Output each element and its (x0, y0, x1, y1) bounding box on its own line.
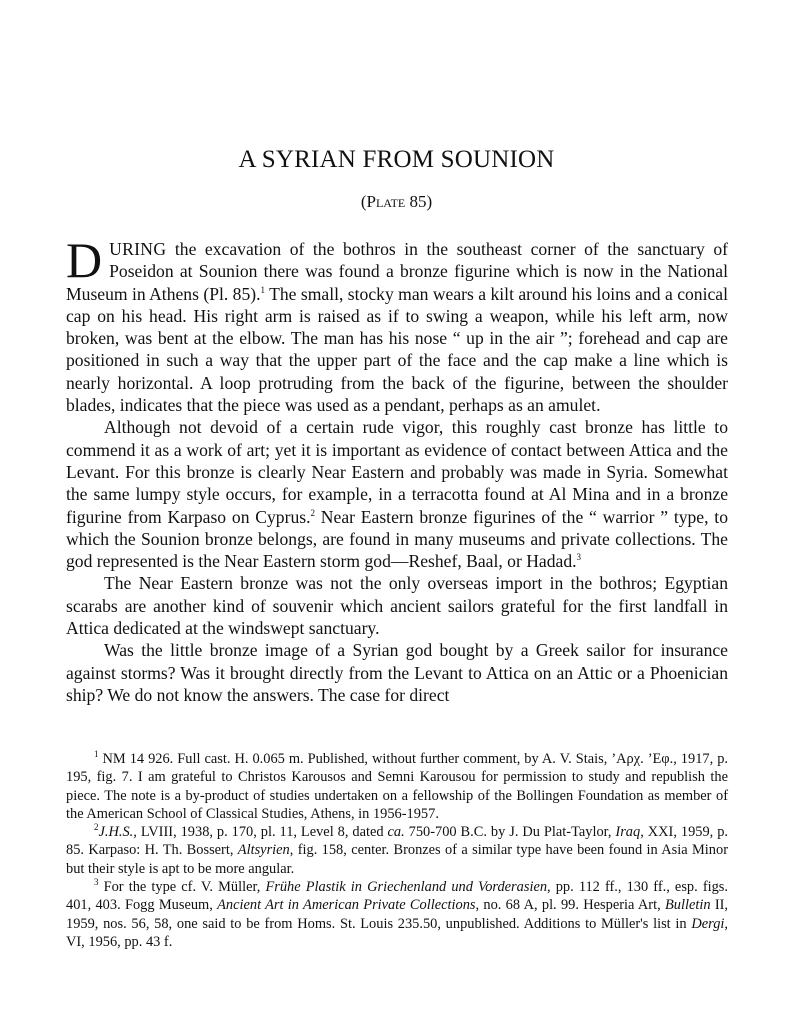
footnote-2-journal-iraq: Iraq (615, 824, 641, 841)
footnote-3-journal-bulletin: Bulletin (664, 897, 711, 914)
footnote-ref-1[interactable]: 1 (260, 284, 266, 295)
drop-cap: D (66, 232, 103, 288)
plate-reference (0, 192, 793, 212)
footnote-3-text-d: II, 1959, nos. 56, 58, one said to be from Homs. St. Louis 235.50, unpublished. Additions to Müller's list in (66, 897, 729, 932)
footnote-ref-3[interactable]: 3 (576, 552, 582, 563)
paragraph-4: Was the little bronze image of a Syrian god bought by a Greek sailor for insurance against storms? Was it brought directly from the Levant to Attica on an Attic or a Phoenician ship? We do not know the answers. The case for direct (66, 640, 728, 705)
footnote-3-text-b: , pp. 112 ff., 130 ff., esp. figs. 401, 403. Fogg Museum, (66, 879, 728, 914)
footnote-3-text-a: For the type cf. V. Müller, (98, 879, 266, 896)
plate-close-paren: ) (426, 192, 433, 211)
footnote-2-journal-jhs: J.H.S. (98, 824, 134, 841)
footnote-2-text-c: , XXI, 1959, p. 85. Karpaso: H. Th. Bossert, (66, 824, 728, 859)
footnote-2-book-altsyrien: Altsyrien (237, 842, 290, 859)
footnote-1-text: NM 14 926. Full cast. H. 0.065 m. Published, without further comment, by A. V. Stais, ’Αρχ. ’Εφ., 1917, p. 195, fig. 7. I am grateful to Christos Karousos and Semni Karousou for permission to study and republish the piece. The note is a by-product of studies undertaken on a fellowship of the Bollingen Foundation as member of the American School of Classical Studies, Athens, in 1956-1957. (66, 751, 728, 822)
footnote-3 (66, 878, 728, 951)
plate-number: 85 (409, 192, 427, 211)
footnotes (66, 750, 728, 951)
footnote-1 (66, 750, 728, 823)
footnote-1-number: 1 (94, 749, 99, 760)
article-body (66, 232, 728, 706)
footnote-2 (66, 823, 728, 878)
paragraph-3: The Near Eastern bronze was not the only overseas import in the bothros; Egyptian scarabs are another kind of souvenir which ancient sailors grateful for the first landfall in Attica dedicated at the windswept sanctuary. (66, 573, 728, 639)
footnote-2-text-b: 750-700 B.C. by J. Du Plat-Taylor, (404, 824, 616, 841)
footnote-3-number: 3 (94, 877, 99, 888)
footnote-2-circa: ca. (387, 824, 405, 841)
footnote-2-number: 2 (94, 822, 99, 833)
footnote-ref-2[interactable]: 2 (310, 507, 316, 518)
footnote-3-book-fruhe-plastik: Frühe Plastik in Griechenland und Vorderasien (265, 879, 548, 896)
footnote-3-journal-dergi: Dergi (691, 915, 725, 932)
paragraph-2 (66, 416, 728, 572)
footnote-2-text-a: , LVIII, 1938, p. 170, pl. 11, Level 8, dated (133, 824, 388, 841)
footnote-3-book-ancient-art: Ancient Art in American Private Collections (217, 897, 476, 914)
paragraph-2-text-b: Near Eastern bronze figurines of the “ warrior ” type, to which the Sounion bronze belongs, are found in many museums and private collections. The god represented is the Near Eastern storm god—Reshef, Baal, or Hadad. (66, 506, 728, 572)
footnote-2-text-d: , fig. 158, center. Bronzes of a similar type have been found in Asia Minor but their style is apt to be more angular. (66, 842, 728, 877)
article-title: A SYRIAN FROM SOUNION (238, 146, 555, 173)
lead-word: URING (109, 239, 167, 259)
paragraph-1 (66, 232, 728, 416)
plate-word: Plate (366, 192, 406, 211)
footnote-3-text-c: , no. 68 A, pl. 99. Hesperia Art, (475, 897, 665, 914)
paragraph-1-text-b: The small, stocky man wears a kilt around his loins and a conical cap on his head. His right arm is raised as if to swing a weapon, while his left arm, now broken, was bent at the elbow. The man has his nose “ up in the air ”; forehead and cap are positioned in such a way that the upper part of the face and the cap make a line which is nearly horizontal. A loop protruding from the back of the figurine, between the shoulder blades, indicates that the piece was used as a pendant, perhaps as an amulet. (66, 283, 728, 416)
footnote-3-text-e: , VI, 1956, pp. 43 f. (66, 915, 728, 950)
paragraph-1-text-a: the excavation of the bothros in the southeast corner of the sanctuary of Poseidon at Sounion there was found a bronze figurine which is now in the National Museum in Athens (Pl. 85). (66, 239, 728, 304)
plate-open-paren: ( (360, 192, 367, 211)
paragraph-2-text-a: Although not devoid of a certain rude vigor, this roughly cast bronze has little to commend it as a work of art; yet it is important as evidence of contact between Attica and the Levant. For this bronze is clearly Near Eastern and probably was made in Syria. Somewhat the same lumpy style occurs, for example, in a terracotta found at Al Mina and in a bronze figurine from Karpaso on Cyprus. (66, 417, 728, 527)
